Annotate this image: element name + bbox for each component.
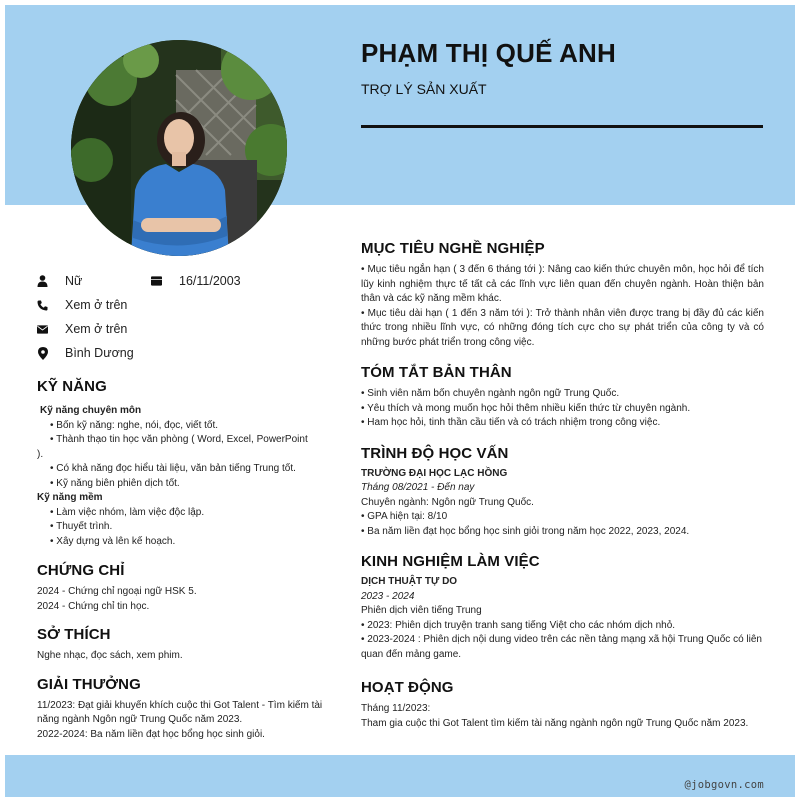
left-column <box>37 378 337 742</box>
hobbies-text: Nghe nhạc, đọc sách, xem phim. <box>37 650 183 661</box>
job-title: TRỢ LÝ SẢN XUẤT <box>361 81 487 97</box>
activities-heading: HOẠT ĐỘNG <box>361 679 454 696</box>
hobbies-heading: SỞ THÍCH <box>37 626 111 643</box>
summary-item: • Yêu thích và mong muốn học hỏi thêm nhiều kiến thức từ chuyên ngành. <box>361 402 691 414</box>
hard-skills-title: Kỹ năng chuyên môn <box>40 405 142 416</box>
right-column <box>361 240 764 731</box>
hard-skill-item: • Bốn kỹ năng: nghe, nói, đọc, viết tốt. <box>50 419 219 431</box>
phone-row <box>37 298 127 312</box>
person-icon <box>37 275 48 287</box>
gender-row <box>37 274 82 288</box>
certificate-item: 2024 - Chứng chỉ ngoại ngữ HSK 5. <box>37 586 197 597</box>
soft-skills-title: Kỹ năng mềm <box>37 492 103 503</box>
awards-heading: GIẢI THƯỞNG <box>37 675 141 693</box>
avatar <box>71 40 287 256</box>
education-period: Tháng 08/2021 - Đến nay <box>361 482 475 493</box>
calendar-icon <box>151 275 162 287</box>
title-divider <box>361 125 763 128</box>
experience-item: • 2023: Phiên dịch truyện tranh sang tiếng Việt cho các nhóm dịch nhỏ. <box>361 619 676 631</box>
email-row <box>37 322 127 336</box>
experience-heading: KINH NGHIỆM LÀM VIỆC <box>361 553 540 570</box>
experience-role: Phiên dịch viên tiếng Trung <box>361 605 482 616</box>
hard-skill-item: • Có khả năng đọc hiểu tài liệu, văn bản tiếng Trung tốt. <box>50 463 296 474</box>
portrait-image <box>71 40 287 256</box>
soft-skill-item: • Làm việc nhóm, làm việc độc lập. <box>50 506 205 518</box>
certificates-heading: CHỨNG CHỈ <box>37 562 125 579</box>
phone-icon <box>37 299 48 311</box>
school-name: TRƯỜNG ĐẠI HỌC LẠC HỒNG <box>361 467 508 479</box>
phone-value: Xem ở trên <box>65 298 128 312</box>
education-heading: TRÌNH ĐỘ HỌC VẤN <box>361 444 509 462</box>
education-item: • Ba năm liền đạt học bổng học sinh giỏi trong năm học 2022, 2023, 2024. <box>361 525 690 537</box>
summary-heading: TÓM TẮT BẢN THÂN <box>361 364 512 381</box>
soft-skill-item: • Thuyết trình. <box>50 521 113 532</box>
location-icon <box>37 347 48 359</box>
activity-date: Tháng 11/2023: <box>361 703 431 714</box>
skills-heading: KỸ NĂNG <box>37 378 107 395</box>
birthday-row <box>151 274 241 288</box>
watermark: @jobgovn.com <box>684 779 764 791</box>
birthday-value: 16/11/2003 <box>179 274 241 288</box>
education-item: • GPA hiện tại: 8/10 <box>361 511 448 522</box>
objective-item: • Mục tiêu ngắn hạn ( 3 đến 6 tháng tới ): Nâng cao kiến thức chuyên môn, học hỏi để tích lũy kinh nghiệm thực tế tất cả các lĩnh vực liên quan đến chuyên ngành. Hoàn thiện bản thân và các kỹ năng mềm khác. <box>361 264 764 304</box>
activity-text: Tham gia cuộc thi Got Talent tìm kiếm tài năng ngành ngôn ngữ Trung Quốc năm 2023. <box>361 717 749 729</box>
hard-skill-item: ). <box>37 448 44 460</box>
experience-item: • 2023-2024 : Phiên dịch nội dung video trên các nền tảng mạng xã hội Trung Quốc có liên quan đến mảng game. <box>361 634 762 660</box>
experience-period: 2023 - 2024 <box>361 590 415 602</box>
objective-heading: MỤC TIÊU NGHỀ NGHIỆP <box>361 240 545 257</box>
soft-skill-item: • Xây dựng và lên kế hoạch. <box>50 535 176 547</box>
mail-icon <box>37 323 48 335</box>
address-value: Bình Dương <box>65 346 134 360</box>
award-item: 2022-2024: Ba năm liền đạt học bổng học sinh giỏi. <box>37 728 265 740</box>
gender-value: Nữ <box>65 274 83 288</box>
company-name: DỊCH THUẬT TỰ DO <box>361 576 458 587</box>
award-item: 11/2023: Đạt giải khuyến khích cuộc thi Got Talent - Tìm kiếm tài năng ngành Ngôn ngữ Trung Quốc năm 2023. <box>37 699 323 725</box>
hard-skill-item: • Thành thạo tin học văn phòng ( Word, Excel, PowerPoint <box>50 434 308 445</box>
education-item: Chuyên ngành: Ngôn ngữ Trung Quốc. <box>361 496 534 508</box>
summary-item: • Ham học hỏi, tinh thần cầu tiến và có trách nhiệm trong công việc. <box>361 417 661 428</box>
certificate-item: 2024 - Chứng chỉ tin học. <box>37 600 150 612</box>
hard-skill-item: • Kỹ năng biên phiên dịch tốt. <box>50 477 180 489</box>
candidate-name: PHẠM THỊ QUẾ ANH <box>361 38 617 68</box>
footer-band <box>5 755 795 797</box>
summary-item: • Sinh viên năm bốn chuyên ngành ngôn ngữ Trung Quốc. <box>361 388 620 399</box>
email-value: Xem ở trên <box>65 322 128 336</box>
objective-item: • Mục tiêu dài hạn ( 1 đến 3 năm tới ): Trở thành nhân viên được trang bị đầy đủ các kiến thức trong nhiều lĩnh vực, có những đóng tích cực cho sự phát triển của công ty và có những bước phát triển trong công việc. <box>361 307 764 348</box>
address-row <box>37 346 134 360</box>
